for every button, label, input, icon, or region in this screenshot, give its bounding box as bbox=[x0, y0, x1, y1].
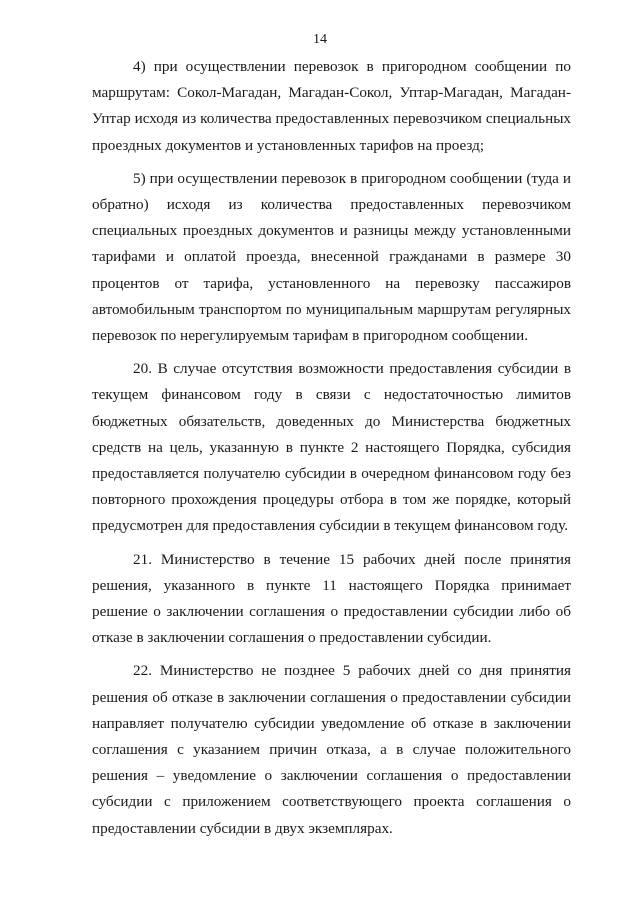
page-number: 14 bbox=[313, 32, 327, 47]
paragraph-clause-20: 20. В случае отсутствия возможности предоставления субсидии в текущем финансовом году в связи с недостаточностью лимитов бюджетных обязательств, доведенных до Министерства бюджетных средств на цель, указанную в пункте 2 настоящего Порядка, субсидия предоставляется получателю субсидии в очередном финансовом году без повторного прохождения процедуры отбора в том же порядке, который предусмотрен для предоставления субсидии в текущем финансовом году. bbox=[92, 360, 571, 535]
paragraph-clause-22: 22. Министерство не позднее 5 рабочих дней со дня принятия решения об отказе в заключении соглашения о предоставлении субсидии направляет получателю субсидии уведомление об отказе в заключении соглашения с указанием причин отказа, а в случае положительного решения – уведомление о заключении соглашения о предоставлении субсидии с приложением соответствующего проекта соглашения о предоставлении субсидии в двух экземплярах. bbox=[92, 662, 571, 837]
paragraph-clause-21: 21. Министерство в течение 15 рабочих дней после принятия решения, указанного в пункте 11 настоящего Порядка принимает решение о заключении соглашения о предоставлении субсидии либо об отказе в заключении соглашения о предоставлении субсидии. bbox=[92, 550, 571, 647]
paragraph-item-4: 4) при осуществлении перевозок в пригородном сообщении по маршрутам: Сокол-Магадан, Магадан-Сокол, Уптар-Магадан, Магадан-Уптар исходя из количества предоставленных перевозчиком специальных проездных документов и установленных тарифов на проезд; bbox=[92, 58, 571, 154]
document-body bbox=[92, 54, 571, 849]
paragraph-item-5: 5) при осуществлении перевозок в пригородном сообщении (туда и обратно) исходя из количества предоставленных перевозчиком специальных проездных документов и разницы между установленными тарифами и оплатой проезда, внесенной гражданами в размере 30 процентов от тарифа, установленного на перевозку пассажиров автомобильным транспортом по муниципальным маршрутам регулярных перевозок по нерегулируемым тарифам в пригородном сообщении. bbox=[92, 169, 571, 345]
